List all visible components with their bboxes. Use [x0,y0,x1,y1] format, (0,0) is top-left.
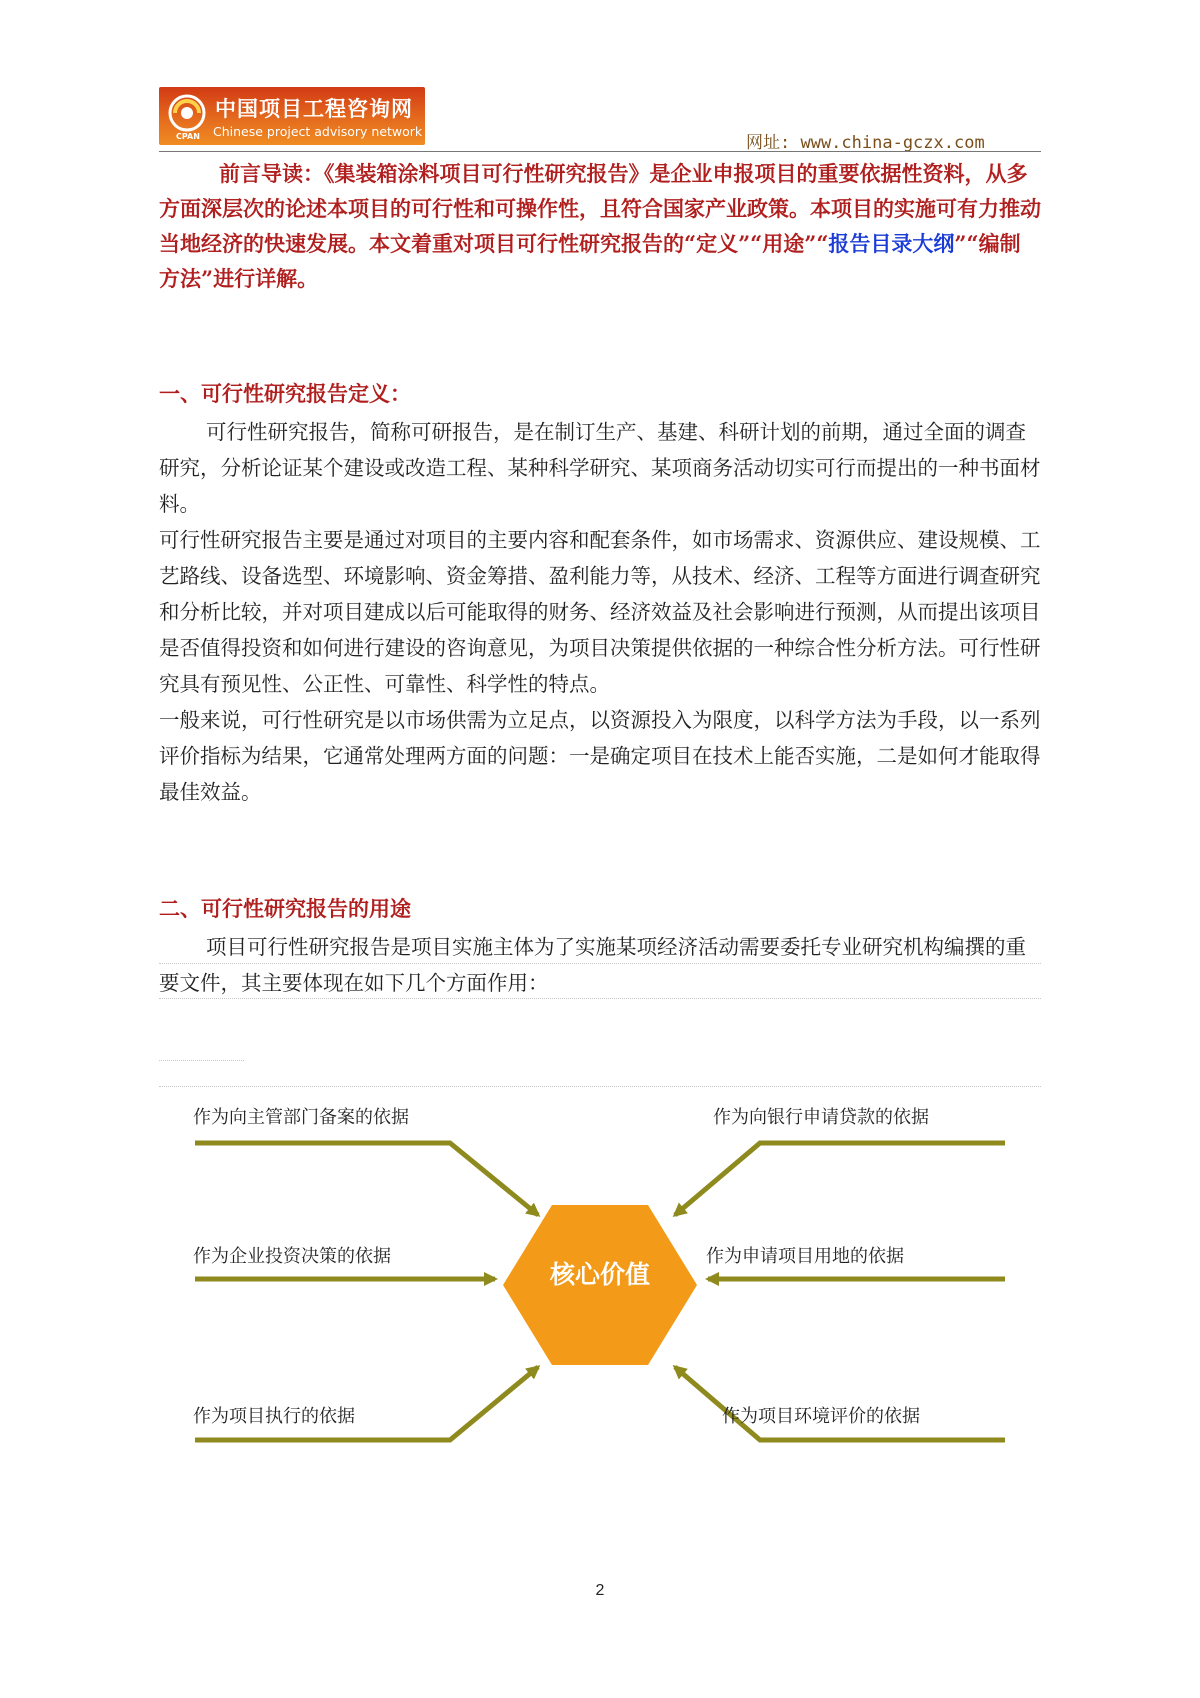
section1-heading: 一、可行性研究报告定义： [159,381,411,406]
diagram-label-left-3: 作为项目执行的依据 [193,1406,355,1427]
site-logo [159,87,425,145]
header-divider [159,151,1041,152]
section1-paragraph: 一般来说，可行性研究是以市场供需为立足点，以资源投入为限度，以科学方法为手段，以一系列评价指标为结果，它通常处理两方面的问题：一是确定项目在技术上能否实施，二是如何才能取得最佳效益。 [159,708,1041,804]
section2-paragraph: 项目可行性研究报告是项目实施主体为了实施某项经济活动需要委托专业研究机构编撰的重要文件，其主要体现在如下几个方面作用： [159,935,1026,995]
outline-link[interactable]: 报告目录大纲 [828,231,955,256]
diagram-label-right-3: 作为项目环境评价的依据 [722,1406,920,1427]
dotted-rule [159,998,1041,999]
logo-title-cn: 中国项目工程咨询网 [215,97,413,121]
section2-body [159,929,1041,1001]
dotted-rule [159,1060,244,1061]
intro-text-part1: 前言导读：《集装箱涂料项目可行性研究报告》是企业申报项目的重要依据性资料，从多方面深层次的论述本项目的可行性和可操作性，且符合国家产业政策。本项目的实施可有力推动当地经济的快速发展。本文着重对项目可行性研究报告的“定义”“用途”“ [159,161,1041,256]
section1-paragraph: 可行性研究报告，简称可研报告，是在制订生产、基建、科研计划的前期，通过全面的调查研究，分析论证某个建设或改造工程、某种科学研究、某项商务活动切实可行而提出的一种书面材料。 [159,420,1041,516]
intro-text-part2: ”“编制方法”进行详解。 [159,231,1021,291]
diagram-label-left-1: 作为向主管部门备案的依据 [193,1107,409,1128]
arrow-right-top [675,1143,1005,1215]
section1-paragraph: 可行性研究报告主要是通过对项目的主要内容和配套条件，如市场需求、资源供应、建设规模、工艺路线、设备选型、环境影响、资金筹措、盈利能力等，从技术、经济、工程等方面进行调查研究和分析比较，并对项目建成以后可能取得的财务、经济效益及社会影响进行预测，从而提出该项目是否值得投资和如何进行建设的咨询意见，为项目决策提供依据的一种综合性分析方法。可行性研究具有预见性、公正性、可靠性、科学性的特点。 [159,528,1041,696]
logo-swirl-icon [167,93,207,133]
diagram-label-left-2: 作为企业投资决策的依据 [193,1246,391,1267]
section2-heading: 二、可行性研究报告的用途 [159,896,411,921]
dotted-rule [159,963,1041,964]
intro-paragraph [159,156,1041,296]
diagram-label-right-1: 作为向银行申请贷款的依据 [713,1107,929,1128]
core-value-label: 核心价值 [549,1260,650,1289]
page-number: 2 [595,1582,605,1599]
arrow-left-top [195,1143,538,1215]
section1-body [159,414,1041,810]
website-link[interactable]: 网址: www.china-gczx.com [746,133,985,153]
core-value-diagram [160,1085,1040,1465]
diagram-label-right-2: 作为申请项目用地的依据 [706,1246,904,1267]
logo-badge: CPAN [176,132,200,141]
logo-title-en: Chinese project advisory network [213,124,423,139]
